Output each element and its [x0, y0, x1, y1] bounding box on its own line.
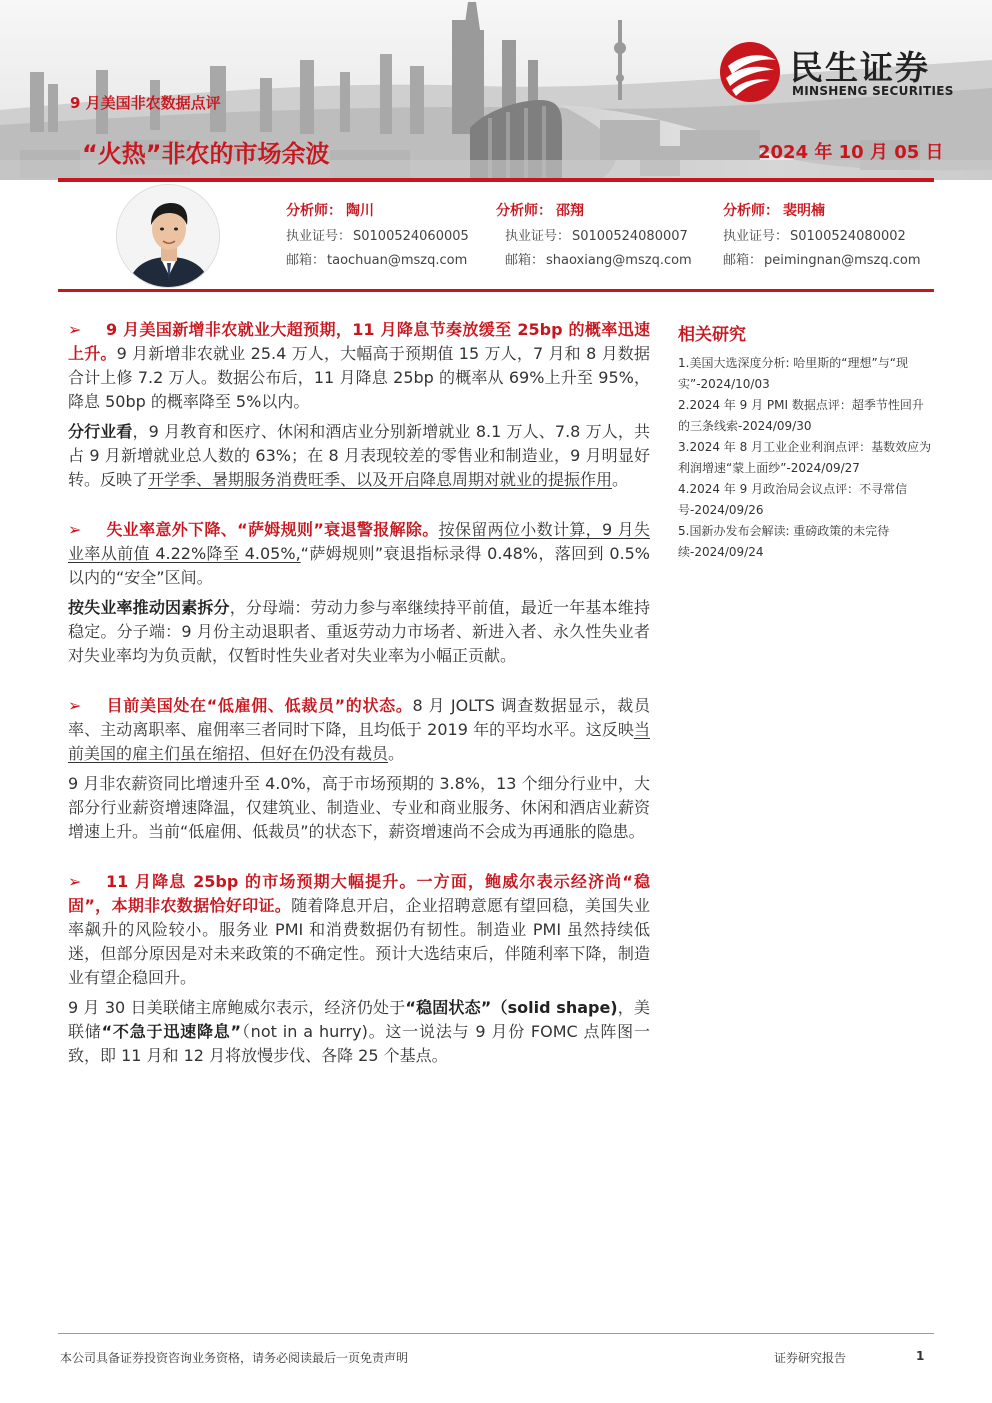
report-body — [68, 318, 650, 1094]
footer-disclaimer: 本公司具备证券投资咨询业务资格，请务必阅读最后一页免责声明 — [60, 1351, 409, 1365]
section-lead: 11 月降息 25bp 的市场预期大幅提升。一方面，鲍威尔表示经济尚“稳固”，本期非农数据恰好印证。 — [68, 872, 650, 915]
cert-label: 执业证号： — [286, 229, 352, 244]
header-divider — [58, 178, 934, 182]
minsheng-logo-icon — [718, 40, 782, 104]
section-hiring — [68, 694, 650, 844]
email-address[interactable]: taochuan@mszq.com — [327, 253, 468, 268]
cert-number: S0100524080007 — [572, 229, 688, 244]
cert-number: S0100524080002 — [790, 229, 906, 244]
cert-number: S0100524060005 — [353, 229, 469, 244]
paragraph-text: 9 月非农薪资同比增速升至 4.0%，高于市场预期的 3.8%，13 个细分行业中，大部分行业薪资增速降温，仅建筑业、制造业、专业和商业服务、休闲和酒店业薪资增速上升。当前“低雇佣、低裁员”的状态下，薪资增速尚不会成为再通胀的隐患。 — [68, 774, 650, 841]
related-research-item[interactable]: 1.美国大选深度分析: 哈里斯的“理想”与“现实”-2024/10/03 — [678, 356, 908, 391]
report-series-label: 9 月美国非农数据点评 — [70, 94, 221, 112]
analyst-divider — [58, 289, 934, 292]
section-nonfarm — [68, 318, 650, 492]
bullet-arrow-icon: ➢ — [68, 696, 82, 715]
paragraph-bold: “不急于迅速降息” — [101, 1022, 242, 1041]
paragraph-text: ，分母端：劳动力参与率继续持平前值，最近一年基本维持稳定。分子端：9 月份主动退职者、重返劳动力市场者、新进入者、永久性失业者对失业率均为负贡献，仅暂时性失业者对失业率为小幅正贡献。 — [68, 598, 650, 665]
paragraph-lead: 分行业看 — [68, 422, 133, 441]
section-lead: 9 月美国新增非农就业大超预期，11 月降息节奏放缓至 25bp 的概率迅速上升。 — [68, 320, 650, 363]
logo-chinese-name: 民生证券 — [790, 48, 930, 87]
related-research-item[interactable]: 5.国新办发布会解读: 重磅政策的未完待续-2024/09/24 — [678, 524, 890, 559]
analyst-role-label: 分析师： — [496, 203, 552, 219]
paragraph-lead: 按失业率推动因素拆分 — [68, 598, 230, 617]
paragraph-text: 9 月 30 日美联储主席鲍威尔表示，经济仍处于 — [68, 998, 406, 1017]
analyst-name: 裴明楠 — [783, 203, 825, 219]
related-research-item[interactable]: 4.2024 年 9 月政治局会议点评：不寻常信号-2024/09/26 — [678, 482, 908, 517]
bullet-arrow-icon: ➢ — [68, 320, 82, 339]
section-body: 随着降息开启，企业招聘意愿有望回稳，美国失业率飙升的风险较小。服务业 PMI 和消费数据仍有韧性。制造业 PMI 虽然持续低迷，但部分原因是对未来政策的不确定性。预计大选结束后，伴随利率下降，制造业有望企稳回升。 — [68, 896, 650, 987]
section-body: “萨姆规则”衰退指标录得 0.48%，落回到 0.5%以内的“安全”区间。 — [68, 544, 650, 587]
email-label: 邮箱： — [286, 253, 326, 268]
email-address[interactable]: shaoxiang@mszq.com — [546, 253, 692, 268]
footer-report-type: 证券研究报告 — [774, 1351, 847, 1365]
analyst-name: 陶川 — [346, 203, 374, 219]
section-body: 9 月新增非农就业 25.4 万人，大幅高于预期值 15 万人，7 月和 8 月数据合计上修 7.2 万人。数据公布后，11 月降息 25bp 的概率从 69%上升至 95%，降息 50bp 的概率降至 5%以内。 — [68, 344, 650, 411]
cert-label: 执业证号： — [505, 229, 571, 244]
minsheng-logo — [718, 40, 968, 100]
paragraph-bold: “稳固状态”（solid shape) — [405, 998, 618, 1017]
analyst-portrait-image — [117, 185, 220, 288]
report-date: 2024 年 10 月 05 日 — [758, 142, 944, 163]
paragraph-text: ，9 月教育和医疗、休闲和酒店业分别新增就业 8.1 万人、7.8 万人，共占 9 月新增就业总人数的 63%；在 8 月表现较差的零售业和制造业，9 月明显好转。反映了 — [68, 422, 650, 489]
bullet-arrow-icon: ➢ — [68, 520, 82, 539]
logo-english-name: MINSHENG SECURITIES — [792, 84, 954, 98]
email-address[interactable]: peimingnan@mszq.com — [764, 253, 921, 268]
paragraph-text: （not in a hurry)。这一说法与 9 月份 FOMC 点阵图一致，即 11 月和 12 月将放慢步伐、各降 25 个基点。 — [68, 1022, 650, 1065]
section-body: 8 月 JOLTS 调查数据显示，裁员率、主动离职率、雇佣率三者同时下降，且均低于 2019 年的平均水平。这反映 — [68, 696, 650, 739]
page-number: 1 — [916, 1349, 925, 1363]
header-banner — [0, 0, 992, 180]
paragraph-underlined: 开学季、暑期服务消费旺季、以及开启降息周期对就业的提振作用 — [148, 470, 613, 489]
analyst-1 — [286, 200, 469, 268]
related-research — [678, 320, 934, 563]
paragraph-end: 。 — [612, 470, 629, 489]
cert-label: 执业证号： — [723, 229, 789, 244]
related-research-title: 相关研究 — [678, 325, 746, 345]
analyst-role-label: 分析师： — [286, 203, 342, 219]
section-lead: 失业率意外下降、“萨姆规则”衰退警报解除。 — [106, 520, 439, 539]
paragraph-text: ，美联储 — [68, 998, 650, 1041]
bullet-arrow-icon: ➢ — [68, 872, 82, 891]
section-end: 。 — [388, 744, 405, 763]
section-rate-cut — [68, 870, 650, 1068]
report-title: “火热”非农的市场余波 — [82, 140, 330, 168]
section-underlined: 按保留两位小数计算，9 月失业率从前值 4.22%降至 4.05%, — [68, 520, 650, 563]
analyst-2 — [496, 200, 692, 268]
footer-divider — [58, 1333, 934, 1334]
section-unemployment — [68, 518, 650, 668]
analyst-name: 邵翔 — [556, 203, 584, 219]
section-underlined: 当前美国的雇主们虽在缩招、但好在仍没有裁员 — [68, 720, 650, 763]
analyst-role-label: 分析师： — [723, 203, 779, 219]
email-label: 邮箱： — [723, 253, 763, 268]
analyst-photo — [116, 184, 220, 288]
email-label: 邮箱： — [505, 253, 545, 268]
related-research-item[interactable]: 3.2024 年 8 月工业企业利润点评：基数效应为利润增速“蒙上面纱”-2024/09/27 — [678, 440, 932, 475]
analyst-3 — [723, 200, 921, 268]
related-research-item[interactable]: 2.2024 年 9 月 PMI 数据点评：超季节性回升的三条线索-2024/09/30 — [678, 398, 924, 433]
section-lead: 目前美国处在“低雇佣、低裁员”的状态。 — [106, 696, 413, 715]
